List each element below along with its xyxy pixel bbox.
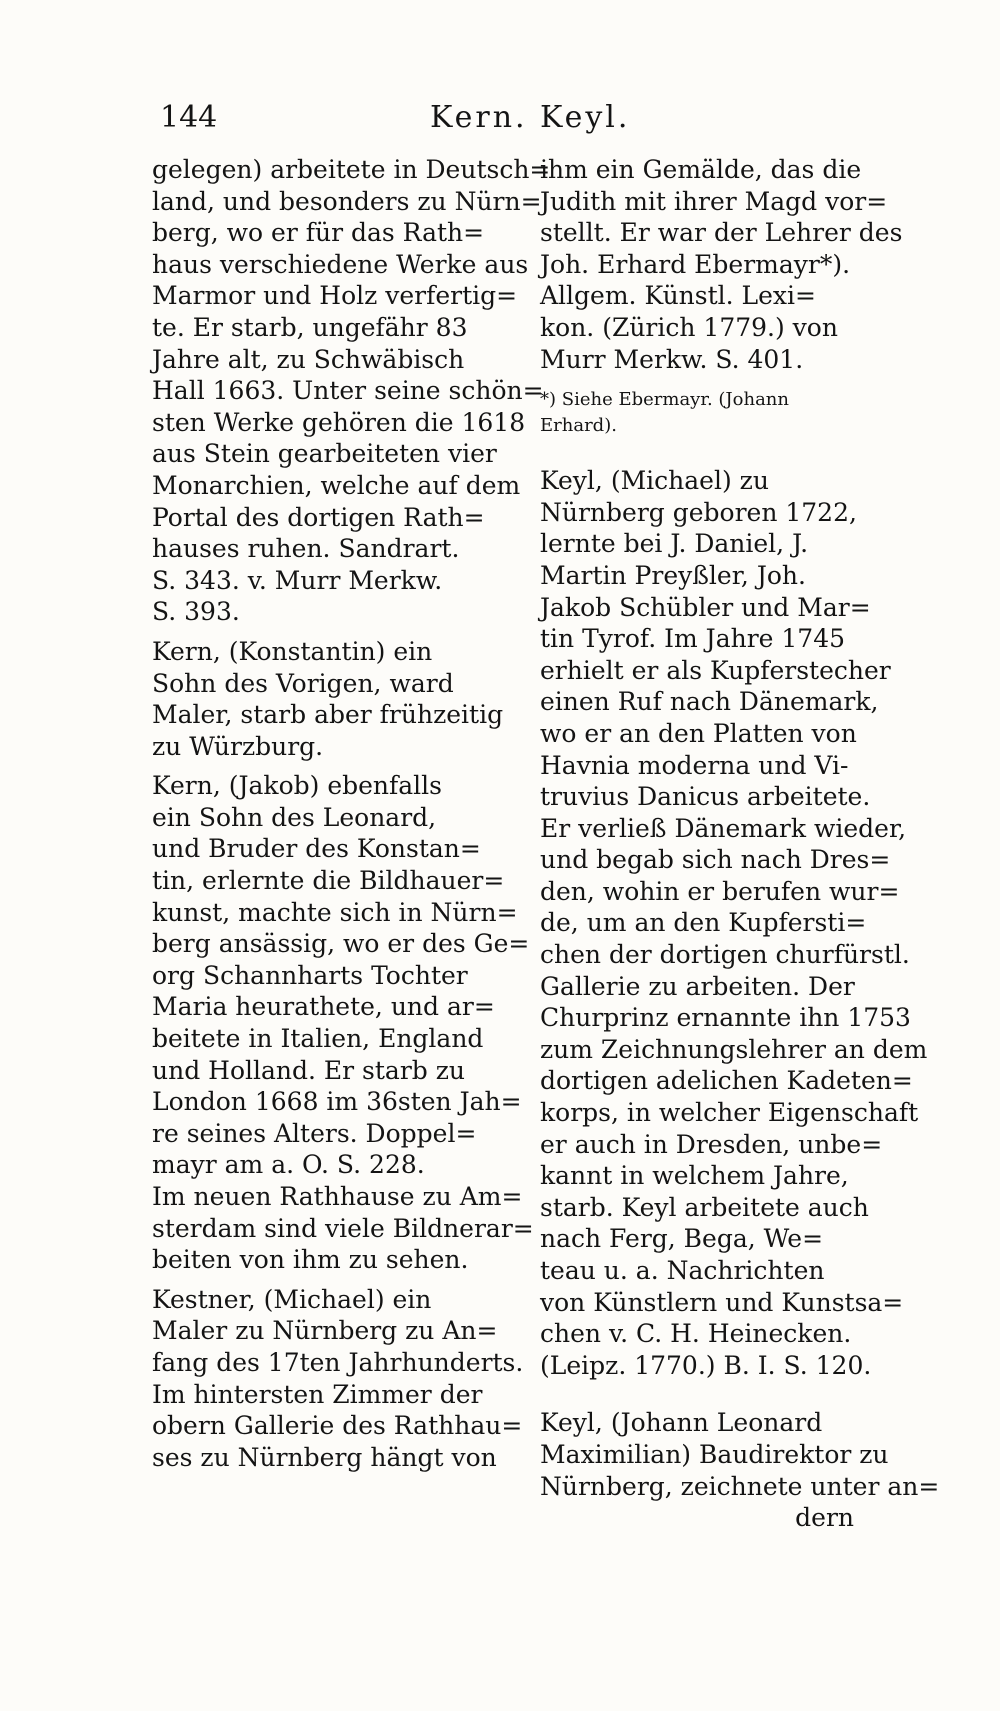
paragraph-gap	[152, 762, 514, 770]
text-line: mayr am a. O. S. 228.	[152, 1150, 425, 1180]
text-line: kon. (Zürich 1779.) von	[540, 312, 838, 342]
text-line: und Holland. Er starb zu	[152, 1055, 466, 1085]
text-line: stellt. Er war der Lehrer des	[540, 218, 903, 248]
text-line: einen Ruf nach Dänemark,	[540, 687, 879, 717]
text-line: Portal des dortigen Rath=	[152, 502, 485, 532]
right-column	[540, 154, 940, 1534]
text-line: Martin Preyßler, Joh.	[540, 560, 806, 590]
text-line: Im hintersten Zimmer der	[152, 1379, 483, 1409]
text-line: Jahre alt, zu Schwäbisch	[152, 344, 465, 374]
text-line: Nürnberg geboren 1722,	[540, 497, 857, 527]
text-line: Marmor und Holz verfertig=	[152, 281, 518, 311]
text-line: Churprinz ernannte ihn 1753	[540, 1003, 911, 1033]
paragraph-gap	[152, 628, 514, 636]
text-line: ses zu Nürnberg hängt von	[152, 1442, 497, 1472]
text-line: land, und besonders zu Nürn=	[152, 186, 542, 216]
text-line: London 1668 im 36sten Jah=	[152, 1087, 522, 1117]
entry-heading-line: Keyl, (Johann Leonard	[540, 1408, 823, 1438]
text-line: kunst, machte sich in Nürn=	[152, 897, 518, 927]
page-number: 144	[160, 100, 218, 135]
entry-heading-line: Kern, (Jakob) ebenfalls	[152, 771, 443, 801]
text-line: Joh. Erhard Ebermayr*).	[540, 249, 851, 279]
running-head-left: Kern.	[430, 100, 528, 135]
text-line: Hall 1663. Unter seine schön=	[152, 376, 544, 406]
entry-heading-line: Kestner, (Michael) ein	[152, 1284, 432, 1314]
text-line: und begab sich nach Dres=	[540, 845, 891, 875]
footnote-line: *) Siehe Ebermayr. (Johann	[540, 389, 789, 411]
text-line: Allgem. Künstl. Lexi=	[540, 281, 816, 311]
text-line: gelegen) arbeitete in Deutsch=	[152, 155, 551, 184]
text-line: tin Tyrof. Im Jahre 1745	[540, 624, 846, 654]
running-head-right: Keyl.	[540, 100, 631, 135]
paragraph-gap	[540, 439, 894, 465]
text-line: und Bruder des Konstan=	[152, 834, 481, 864]
text-line: Monarchien, welche auf dem	[152, 470, 521, 500]
text-line: Sohn des Vorigen, ward	[152, 668, 454, 698]
text-line: obern Gallerie des Rathhau=	[152, 1411, 523, 1441]
text-line: Murr Merkw. S. 401.	[540, 344, 804, 374]
text-line: Jakob Schübler und Mar=	[540, 592, 871, 622]
paragraph-gap	[540, 1381, 894, 1407]
text-line: Maria heurathete, und ar=	[152, 992, 495, 1022]
text-line: sten Werke gehören die 1618	[152, 407, 526, 437]
footnote-gap	[540, 375, 894, 387]
text-line: sterdam sind viele Bildnerar=	[152, 1213, 534, 1243]
text-line: hauses ruhen. Sandrart.	[152, 534, 460, 564]
text-line: berg ansässig, wo er des Ge=	[152, 929, 530, 959]
text-line: chen der dortigen churfürstl.	[540, 940, 910, 970]
entry-heading-line: Kern, (Konstantin) ein	[152, 636, 433, 666]
text-line: er auch in Dresden, unbe=	[540, 1129, 883, 1159]
text-line: beitete in Italien, England	[152, 1024, 484, 1054]
text-line: beiten von ihm zu sehen.	[152, 1245, 469, 1275]
text-line: dortigen adelichen Kadeten=	[540, 1066, 913, 1096]
text-line: S. 343. v. Murr Merkw.	[152, 565, 443, 595]
text-line: S. 393.	[152, 597, 240, 627]
text-line: Nürnberg, zeichnete unter an=	[540, 1471, 940, 1501]
text-line: Maler zu Nürnberg zu An=	[152, 1316, 498, 1346]
text-line: Gallerie zu arbeiten. Der	[540, 971, 855, 1001]
text-line: korps, in welcher Eigenschaft	[540, 1098, 919, 1128]
text-line: ihm ein Gemälde, das die	[540, 155, 862, 184]
text-line: wo er an den Platten von	[540, 718, 857, 748]
text-line: fang des 17ten Jahrhunderts.	[152, 1347, 524, 1377]
text-line: starb. Keyl arbeitete auch	[540, 1192, 869, 1222]
text-line: te. Er starb, ungefähr 83	[152, 312, 468, 342]
text-line: truvius Danicus arbeitete.	[540, 782, 871, 812]
text-line: kannt in welchem Jahre,	[540, 1161, 849, 1191]
text-line: ein Sohn des Leonard,	[152, 802, 437, 832]
footnote	[540, 387, 894, 439]
text-line: nach Ferg, Bega, We=	[540, 1224, 824, 1254]
text-line: chen v. C. H. Heinecken.	[540, 1319, 852, 1349]
text-line: Im neuen Rathhause zu Am=	[152, 1182, 523, 1211]
text-line: de, um an den Kupfersti=	[540, 908, 867, 938]
text-line: berg, wo er für das Rath=	[152, 218, 485, 248]
text-line: von Künstlern und Kunstsa=	[540, 1287, 904, 1317]
paragraph-gap	[152, 1276, 514, 1284]
text-line: re seines Alters. Doppel=	[152, 1118, 477, 1148]
entry-heading-line: Keyl, (Michael) zu	[540, 466, 769, 496]
text-line: aus Stein gearbeiteten vier	[152, 439, 497, 469]
text-line: Er verließ Dänemark wieder,	[540, 813, 907, 843]
footnote-line: Erhard).	[540, 415, 617, 437]
text-line: zu Würzburg.	[152, 731, 324, 761]
text-line: teau u. a. Nachrichten	[540, 1256, 825, 1285]
text-line: den, wohin er berufen wur=	[540, 876, 900, 906]
text-line: Maler, starb aber frühzeitig	[152, 700, 504, 730]
left-column	[152, 154, 551, 1473]
catchword: dern	[795, 1503, 854, 1533]
text-line: lernte bei J. Daniel, J.	[540, 529, 809, 559]
text-line: erhielt er als Kupferstecher	[540, 655, 891, 685]
text-line: zum Zeichnungslehrer an dem	[540, 1034, 928, 1064]
text-line: haus verschiedene Werke aus	[152, 249, 529, 279]
page-header	[160, 100, 880, 140]
text-line: Judith mit ihrer Magd vor=	[540, 186, 888, 216]
text-line: org Schannharts Tochter	[152, 960, 468, 990]
text-line: tin, erlernte die Bildhauer=	[152, 866, 505, 896]
text-line: (Leipz. 1770.) B. I. S. 120.	[540, 1350, 872, 1380]
text-line: Maximilian) Baudirektor zu	[540, 1439, 889, 1469]
text-line: Havnia moderna und Vi-	[540, 750, 849, 780]
